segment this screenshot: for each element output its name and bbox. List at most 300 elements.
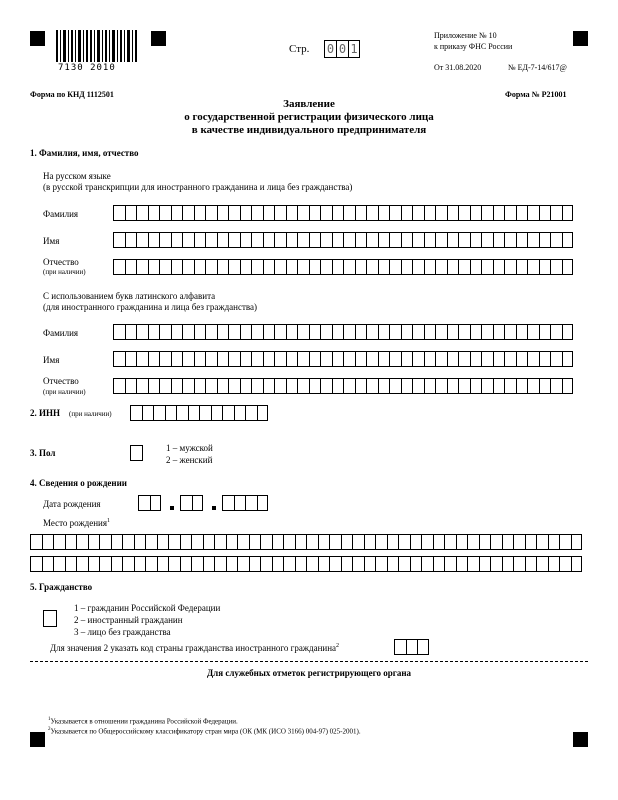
char-cell[interactable]: [297, 351, 309, 367]
char-cell[interactable]: [467, 534, 479, 550]
char-cell[interactable]: [341, 534, 353, 550]
char-cell[interactable]: [234, 495, 246, 511]
char-cell[interactable]: [125, 232, 137, 248]
char-cell[interactable]: [136, 259, 148, 275]
char-cell[interactable]: [113, 351, 125, 367]
char-cell[interactable]: [527, 378, 539, 394]
char-cell[interactable]: [249, 556, 261, 572]
char-cell[interactable]: [188, 405, 200, 421]
char-cell[interactable]: [562, 378, 574, 394]
char-cell[interactable]: [65, 556, 77, 572]
lat-patronymic-field[interactable]: [113, 378, 573, 394]
char-cell[interactable]: [240, 324, 252, 340]
char-cell[interactable]: [171, 378, 183, 394]
char-cell[interactable]: [539, 378, 551, 394]
char-cell[interactable]: [217, 259, 229, 275]
char-cell[interactable]: [148, 232, 160, 248]
char-cell[interactable]: [550, 259, 562, 275]
char-cell[interactable]: [562, 232, 574, 248]
char-cell[interactable]: [159, 378, 171, 394]
char-cell[interactable]: [134, 534, 146, 550]
char-cell[interactable]: [320, 351, 332, 367]
char-cell[interactable]: [467, 556, 479, 572]
char-cell[interactable]: [272, 556, 284, 572]
char-cell[interactable]: [516, 378, 528, 394]
char-cell[interactable]: [251, 378, 263, 394]
char-cell[interactable]: [435, 378, 447, 394]
char-cell[interactable]: [378, 378, 390, 394]
char-cell[interactable]: [136, 324, 148, 340]
char-cell[interactable]: [527, 351, 539, 367]
char-cell[interactable]: [240, 351, 252, 367]
char-cell[interactable]: [228, 232, 240, 248]
char-cell[interactable]: [205, 378, 217, 394]
char-cell[interactable]: [433, 534, 445, 550]
char-cell[interactable]: [214, 556, 226, 572]
char-cell[interactable]: [306, 534, 318, 550]
char-cell[interactable]: [527, 232, 539, 248]
char-cell[interactable]: [444, 534, 456, 550]
char-cell[interactable]: [251, 324, 263, 340]
char-cell[interactable]: [539, 232, 551, 248]
char-cell[interactable]: [389, 259, 401, 275]
char-cell[interactable]: [378, 259, 390, 275]
char-cell[interactable]: [470, 351, 482, 367]
char-cell[interactable]: [263, 324, 275, 340]
char-cell[interactable]: [447, 351, 459, 367]
char-cell[interactable]: [389, 378, 401, 394]
char-cell[interactable]: [125, 324, 137, 340]
char-cell[interactable]: [412, 324, 424, 340]
char-cell[interactable]: [194, 351, 206, 367]
char-cell[interactable]: [191, 534, 203, 550]
char-cell[interactable]: [194, 378, 206, 394]
char-cell[interactable]: [286, 232, 298, 248]
char-cell[interactable]: [180, 556, 192, 572]
char-cell[interactable]: [332, 259, 344, 275]
char-cell[interactable]: [159, 232, 171, 248]
char-cell[interactable]: [435, 324, 447, 340]
char-cell[interactable]: [343, 351, 355, 367]
char-cell[interactable]: [150, 495, 162, 511]
char-cell[interactable]: [504, 205, 516, 221]
char-cell[interactable]: [398, 556, 410, 572]
char-cell[interactable]: [260, 534, 272, 550]
char-cell[interactable]: [539, 351, 551, 367]
char-cell[interactable]: [375, 534, 387, 550]
char-cell[interactable]: [341, 556, 353, 572]
lat-surname-field[interactable]: [113, 324, 573, 340]
char-cell[interactable]: [513, 534, 525, 550]
char-cell[interactable]: [272, 534, 284, 550]
char-cell[interactable]: [53, 534, 65, 550]
char-cell[interactable]: [412, 232, 424, 248]
char-cell[interactable]: [136, 351, 148, 367]
char-cell[interactable]: [192, 495, 204, 511]
char-cell[interactable]: [550, 324, 562, 340]
char-cell[interactable]: [217, 324, 229, 340]
char-cell[interactable]: [424, 378, 436, 394]
char-cell[interactable]: [309, 324, 321, 340]
char-cell[interactable]: [88, 556, 100, 572]
char-cell[interactable]: [433, 556, 445, 572]
char-cell[interactable]: [389, 205, 401, 221]
char-cell[interactable]: [171, 324, 183, 340]
char-cell[interactable]: [274, 324, 286, 340]
char-cell[interactable]: [297, 259, 309, 275]
char-cell[interactable]: [536, 534, 548, 550]
char-cell[interactable]: [550, 351, 562, 367]
char-cell[interactable]: [182, 232, 194, 248]
char-cell[interactable]: [180, 534, 192, 550]
char-cell[interactable]: [355, 324, 367, 340]
char-cell[interactable]: [527, 259, 539, 275]
birth-year-field[interactable]: [222, 495, 268, 511]
char-cell[interactable]: [76, 556, 88, 572]
char-cell[interactable]: [182, 378, 194, 394]
char-cell[interactable]: [435, 205, 447, 221]
char-cell[interactable]: [366, 232, 378, 248]
char-cell[interactable]: [424, 259, 436, 275]
char-cell[interactable]: [447, 259, 459, 275]
char-cell[interactable]: [458, 351, 470, 367]
char-cell[interactable]: [536, 556, 548, 572]
char-cell[interactable]: [562, 205, 574, 221]
char-cell[interactable]: [274, 378, 286, 394]
char-cell[interactable]: [205, 324, 217, 340]
char-cell[interactable]: [214, 534, 226, 550]
char-cell[interactable]: [194, 259, 206, 275]
char-cell[interactable]: [456, 534, 468, 550]
char-cell[interactable]: [113, 259, 125, 275]
char-cell[interactable]: [394, 639, 406, 655]
char-cell[interactable]: [65, 534, 77, 550]
char-cell[interactable]: [406, 639, 418, 655]
char-cell[interactable]: [180, 495, 192, 511]
char-cell[interactable]: [470, 324, 482, 340]
char-cell[interactable]: [191, 556, 203, 572]
char-cell[interactable]: [493, 259, 505, 275]
birth-place-field-row1[interactable]: [30, 534, 582, 550]
char-cell[interactable]: [260, 556, 272, 572]
gender-field[interactable]: [130, 445, 143, 461]
char-cell[interactable]: [412, 259, 424, 275]
char-cell[interactable]: [205, 351, 217, 367]
char-cell[interactable]: [228, 324, 240, 340]
char-cell[interactable]: [355, 205, 367, 221]
char-cell[interactable]: [42, 556, 54, 572]
char-cell[interactable]: [249, 534, 261, 550]
char-cell[interactable]: [295, 556, 307, 572]
char-cell[interactable]: [355, 378, 367, 394]
char-cell[interactable]: [251, 351, 263, 367]
char-cell[interactable]: [387, 556, 399, 572]
char-cell[interactable]: [286, 324, 298, 340]
char-cell[interactable]: [366, 351, 378, 367]
char-cell[interactable]: [366, 259, 378, 275]
char-cell[interactable]: [88, 534, 100, 550]
char-cell[interactable]: [525, 534, 537, 550]
char-cell[interactable]: [458, 324, 470, 340]
char-cell[interactable]: [309, 378, 321, 394]
inn-field[interactable]: [130, 405, 268, 421]
char-cell[interactable]: [470, 378, 482, 394]
char-cell[interactable]: [470, 205, 482, 221]
char-cell[interactable]: [274, 232, 286, 248]
char-cell[interactable]: [113, 378, 125, 394]
char-cell[interactable]: [263, 351, 275, 367]
char-cell[interactable]: [562, 324, 574, 340]
char-cell[interactable]: [222, 405, 234, 421]
char-cell[interactable]: [435, 259, 447, 275]
char-cell[interactable]: [504, 324, 516, 340]
char-cell[interactable]: [237, 556, 249, 572]
char-cell[interactable]: [318, 534, 330, 550]
char-cell[interactable]: [122, 556, 134, 572]
char-cell[interactable]: [355, 259, 367, 275]
char-cell[interactable]: [343, 378, 355, 394]
char-cell[interactable]: [257, 405, 269, 421]
char-cell[interactable]: [171, 351, 183, 367]
char-cell[interactable]: [550, 232, 562, 248]
char-cell[interactable]: [332, 232, 344, 248]
char-cell[interactable]: [481, 205, 493, 221]
char-cell[interactable]: [493, 324, 505, 340]
char-cell[interactable]: [447, 378, 459, 394]
char-cell[interactable]: [504, 259, 516, 275]
char-cell[interactable]: [125, 351, 137, 367]
char-cell[interactable]: [332, 378, 344, 394]
char-cell[interactable]: [226, 534, 238, 550]
char-cell[interactable]: [182, 205, 194, 221]
char-cell[interactable]: [525, 556, 537, 572]
char-cell[interactable]: [389, 232, 401, 248]
char-cell[interactable]: [548, 534, 560, 550]
char-cell[interactable]: [283, 556, 295, 572]
char-cell[interactable]: [571, 556, 583, 572]
char-cell[interactable]: [504, 351, 516, 367]
char-cell[interactable]: [320, 259, 332, 275]
char-cell[interactable]: [30, 534, 42, 550]
char-cell[interactable]: [539, 324, 551, 340]
char-cell[interactable]: [401, 259, 413, 275]
country-code-field[interactable]: [394, 639, 429, 655]
char-cell[interactable]: [297, 378, 309, 394]
char-cell[interactable]: [263, 378, 275, 394]
char-cell[interactable]: [458, 259, 470, 275]
char-cell[interactable]: [320, 205, 332, 221]
char-cell[interactable]: [176, 405, 188, 421]
char-cell[interactable]: [205, 205, 217, 221]
char-cell[interactable]: [387, 534, 399, 550]
char-cell[interactable]: [211, 405, 223, 421]
char-cell[interactable]: [343, 205, 355, 221]
char-cell[interactable]: [240, 378, 252, 394]
char-cell[interactable]: [458, 378, 470, 394]
char-cell[interactable]: [412, 205, 424, 221]
char-cell[interactable]: [182, 324, 194, 340]
char-cell[interactable]: [203, 556, 215, 572]
char-cell[interactable]: [401, 378, 413, 394]
char-cell[interactable]: [424, 324, 436, 340]
char-cell[interactable]: [125, 378, 137, 394]
char-cell[interactable]: [309, 351, 321, 367]
char-cell[interactable]: [171, 259, 183, 275]
char-cell[interactable]: [286, 378, 298, 394]
char-cell[interactable]: [513, 556, 525, 572]
char-cell[interactable]: [332, 351, 344, 367]
char-cell[interactable]: [320, 324, 332, 340]
char-cell[interactable]: [226, 556, 238, 572]
char-cell[interactable]: [53, 556, 65, 572]
char-cell[interactable]: [504, 378, 516, 394]
birth-place-field-row2[interactable]: [30, 556, 582, 572]
char-cell[interactable]: [366, 378, 378, 394]
char-cell[interactable]: [352, 534, 364, 550]
char-cell[interactable]: [320, 232, 332, 248]
char-cell[interactable]: [516, 205, 528, 221]
char-cell[interactable]: [458, 232, 470, 248]
char-cell[interactable]: [30, 556, 42, 572]
char-cell[interactable]: [343, 324, 355, 340]
char-cell[interactable]: [306, 556, 318, 572]
char-cell[interactable]: [136, 205, 148, 221]
char-cell[interactable]: [111, 556, 123, 572]
char-cell[interactable]: [559, 534, 571, 550]
char-cell[interactable]: [378, 205, 390, 221]
char-cell[interactable]: [490, 556, 502, 572]
char-cell[interactable]: [527, 205, 539, 221]
char-cell[interactable]: [332, 324, 344, 340]
char-cell[interactable]: [228, 351, 240, 367]
char-cell[interactable]: [159, 351, 171, 367]
char-cell[interactable]: [194, 205, 206, 221]
char-cell[interactable]: [145, 556, 157, 572]
char-cell[interactable]: [378, 351, 390, 367]
char-cell[interactable]: [456, 556, 468, 572]
char-cell[interactable]: [412, 351, 424, 367]
char-cell[interactable]: [366, 205, 378, 221]
page-number-field[interactable]: [324, 40, 360, 58]
char-cell[interactable]: [274, 351, 286, 367]
char-cell[interactable]: [355, 351, 367, 367]
char-cell[interactable]: [257, 495, 269, 511]
char-cell[interactable]: [205, 232, 217, 248]
char-cell[interactable]: [571, 534, 583, 550]
char-cell[interactable]: [168, 534, 180, 550]
char-cell[interactable]: [320, 378, 332, 394]
char-cell[interactable]: [479, 556, 491, 572]
lat-name-field[interactable]: [113, 351, 573, 367]
char-cell[interactable]: [263, 259, 275, 275]
char-cell[interactable]: [493, 205, 505, 221]
char-cell[interactable]: [217, 378, 229, 394]
char-cell[interactable]: [136, 232, 148, 248]
char-cell[interactable]: [493, 232, 505, 248]
char-cell[interactable]: [539, 259, 551, 275]
char-cell[interactable]: [286, 205, 298, 221]
char-cell[interactable]: [481, 232, 493, 248]
char-cell[interactable]: [309, 205, 321, 221]
char-cell[interactable]: [516, 351, 528, 367]
char-cell[interactable]: [447, 205, 459, 221]
char-cell[interactable]: [329, 556, 341, 572]
char-cell[interactable]: [401, 351, 413, 367]
char-cell[interactable]: [263, 232, 275, 248]
char-cell[interactable]: [245, 495, 257, 511]
char-cell[interactable]: [240, 205, 252, 221]
char-cell[interactable]: [125, 259, 137, 275]
char-cell[interactable]: [234, 405, 246, 421]
char-cell[interactable]: [217, 205, 229, 221]
char-cell[interactable]: [286, 259, 298, 275]
char-cell[interactable]: [245, 405, 257, 421]
ru-name-field[interactable]: [113, 232, 573, 248]
char-cell[interactable]: [364, 534, 376, 550]
char-cell[interactable]: [410, 556, 422, 572]
char-cell[interactable]: [251, 205, 263, 221]
char-cell[interactable]: [447, 232, 459, 248]
char-cell[interactable]: [111, 534, 123, 550]
char-cell[interactable]: [502, 534, 514, 550]
citizenship-field[interactable]: [43, 610, 57, 627]
char-cell[interactable]: [203, 534, 215, 550]
ru-surname-field[interactable]: [113, 205, 573, 221]
char-cell[interactable]: [550, 378, 562, 394]
char-cell[interactable]: [274, 259, 286, 275]
char-cell[interactable]: [559, 556, 571, 572]
char-cell[interactable]: [113, 205, 125, 221]
char-cell[interactable]: [240, 259, 252, 275]
char-cell[interactable]: [355, 232, 367, 248]
char-cell[interactable]: [199, 405, 211, 421]
char-cell[interactable]: [401, 232, 413, 248]
char-cell[interactable]: [194, 324, 206, 340]
char-cell[interactable]: [217, 232, 229, 248]
char-cell[interactable]: [42, 534, 54, 550]
char-cell[interactable]: [421, 556, 433, 572]
char-cell[interactable]: [113, 232, 125, 248]
char-cell[interactable]: [562, 351, 574, 367]
char-cell[interactable]: [352, 556, 364, 572]
char-cell[interactable]: [228, 205, 240, 221]
char-cell[interactable]: [375, 556, 387, 572]
ru-patronymic-field[interactable]: [113, 259, 573, 275]
char-cell[interactable]: [401, 205, 413, 221]
char-cell[interactable]: [504, 232, 516, 248]
char-cell[interactable]: [447, 324, 459, 340]
char-cell[interactable]: [99, 556, 111, 572]
char-cell[interactable]: [99, 534, 111, 550]
char-cell[interactable]: [228, 259, 240, 275]
char-cell[interactable]: [516, 259, 528, 275]
char-cell[interactable]: [309, 259, 321, 275]
char-cell[interactable]: [222, 495, 234, 511]
char-cell[interactable]: [148, 205, 160, 221]
birth-day-field[interactable]: [138, 495, 161, 511]
char-cell[interactable]: [481, 324, 493, 340]
char-cell[interactable]: [159, 324, 171, 340]
char-cell[interactable]: [263, 205, 275, 221]
char-cell[interactable]: [444, 556, 456, 572]
char-cell[interactable]: [435, 351, 447, 367]
char-cell[interactable]: [421, 534, 433, 550]
char-cell[interactable]: [493, 351, 505, 367]
char-cell[interactable]: [165, 405, 177, 421]
char-cell[interactable]: [297, 205, 309, 221]
char-cell[interactable]: [366, 324, 378, 340]
char-cell[interactable]: [142, 405, 154, 421]
